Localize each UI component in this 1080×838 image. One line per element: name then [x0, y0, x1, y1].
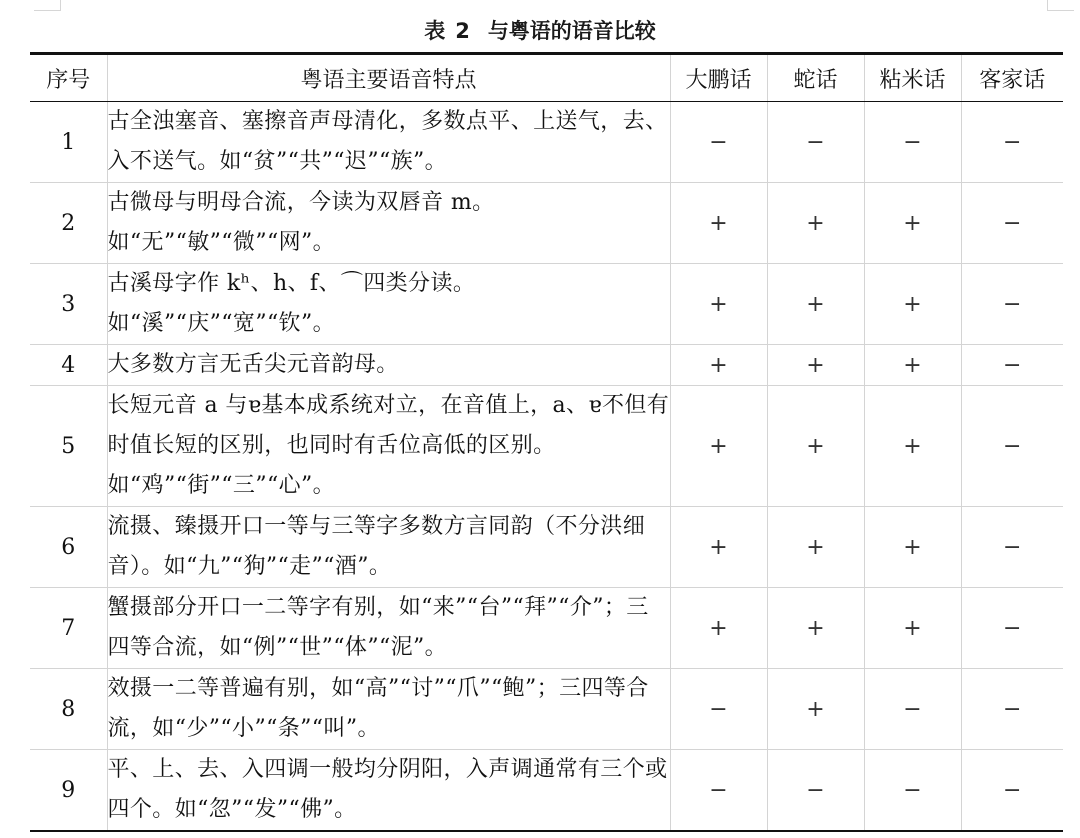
row-feature: 长短元音 a 与ɐ基本成系统对立，在音值上，a、ɐ不但有时值长短的区别，也同时有舌位高低的区别。如“鸡”“街”“三”“心”。	[107, 386, 670, 507]
table-row	[30, 102, 1063, 183]
zhanmi-mark: +	[864, 264, 961, 345]
she-mark: +	[767, 669, 864, 750]
table-row	[30, 264, 1063, 345]
row-feature: 古全浊塞音、塞擦音声母清化，多数点平、上送气，去、入不送气。如“贫”“共”“迟”“族”。	[107, 102, 670, 183]
table-row	[30, 588, 1063, 669]
row-feature: 流摄、臻摄开口一等与三等字多数方言同韵（不分洪细音）。如“九”“狗”“走”“酒”。	[107, 507, 670, 588]
zhanmi-mark: −	[864, 669, 961, 750]
row-feature: 平、上、去、入四调一般均分阴阳，入声调通常有三个或四个。如“忽”“发”“佛”。	[107, 750, 670, 832]
table-row	[30, 183, 1063, 264]
she-mark: +	[767, 507, 864, 588]
she-mark: +	[767, 386, 864, 507]
row-index: 6	[30, 507, 107, 588]
she-mark: +	[767, 264, 864, 345]
table-row	[30, 386, 1063, 507]
row-feature: 古微母与明母合流，今读为双唇音 m。如“无”“敏”“微”“网”。	[107, 183, 670, 264]
hakka-mark: −	[961, 669, 1063, 750]
hakka-mark: −	[961, 102, 1063, 183]
she-mark: +	[767, 345, 864, 386]
hakka-mark: −	[961, 750, 1063, 832]
hakka-mark: −	[961, 386, 1063, 507]
hakka-mark: −	[961, 183, 1063, 264]
zhanmi-mark: +	[864, 507, 961, 588]
table-row	[30, 345, 1063, 386]
she-mark: +	[767, 588, 864, 669]
she-mark: −	[767, 750, 864, 832]
row-index: 8	[30, 669, 107, 750]
row-feature: 古溪母字作 kʰ、h、f、⌒四类分读。如“溪”“庆”“宽”“钦”。	[107, 264, 670, 345]
dapeng-mark: −	[670, 102, 767, 183]
comparison-table	[30, 52, 1063, 832]
dapeng-mark: +	[670, 345, 767, 386]
caption-number: 2	[455, 19, 470, 43]
row-index: 4	[30, 345, 107, 386]
table-row	[30, 669, 1063, 750]
row-feature: 效摄一二等普遍有别，如“高”“讨”“爪”“鲍”；三四等合流，如“少”“小”“条”“叫”。	[107, 669, 670, 750]
she-mark: +	[767, 183, 864, 264]
zhanmi-mark: +	[864, 183, 961, 264]
hakka-mark: −	[961, 588, 1063, 669]
dapeng-mark: +	[670, 507, 767, 588]
table-header-row	[30, 54, 1063, 102]
page-corner-mark-right	[1047, 0, 1074, 11]
header-hakka: 客家话	[961, 54, 1063, 102]
hakka-mark: −	[961, 264, 1063, 345]
row-index: 1	[30, 102, 107, 183]
table-caption	[0, 16, 1080, 46]
dapeng-mark: +	[670, 264, 767, 345]
zhanmi-mark: −	[864, 750, 961, 832]
caption-title: 与粤语的语音比较	[487, 19, 656, 43]
she-mark: −	[767, 102, 864, 183]
caption-label: 表	[424, 19, 446, 43]
header-dapeng: 大鹏话	[670, 54, 767, 102]
zhanmi-mark: +	[864, 386, 961, 507]
hakka-mark: −	[961, 345, 1063, 386]
dapeng-mark: −	[670, 750, 767, 832]
dapeng-mark: +	[670, 183, 767, 264]
dapeng-mark: +	[670, 386, 767, 507]
row-index: 9	[30, 750, 107, 832]
row-index: 7	[30, 588, 107, 669]
hakka-mark: −	[961, 507, 1063, 588]
zhanmi-mark: −	[864, 102, 961, 183]
table-row	[30, 507, 1063, 588]
row-index: 2	[30, 183, 107, 264]
table-row	[30, 750, 1063, 832]
dapeng-mark: +	[670, 588, 767, 669]
zhanmi-mark: +	[864, 588, 961, 669]
header-zhanmi: 粘米话	[864, 54, 961, 102]
row-index: 5	[30, 386, 107, 507]
header-she: 蛇话	[767, 54, 864, 102]
row-index: 3	[30, 264, 107, 345]
header-index: 序号	[30, 54, 107, 102]
row-feature: 蟹摄部分开口一二等字有别，如“来”“台”“拜”“介”；三四等合流，如“例”“世”“体”“泥”。	[107, 588, 670, 669]
page-corner-mark-left	[34, 0, 61, 11]
header-feature: 粤语主要语音特点	[107, 54, 670, 102]
zhanmi-mark: +	[864, 345, 961, 386]
dapeng-mark: −	[670, 669, 767, 750]
row-feature: 大多数方言无舌尖元音韵母。	[107, 345, 670, 386]
